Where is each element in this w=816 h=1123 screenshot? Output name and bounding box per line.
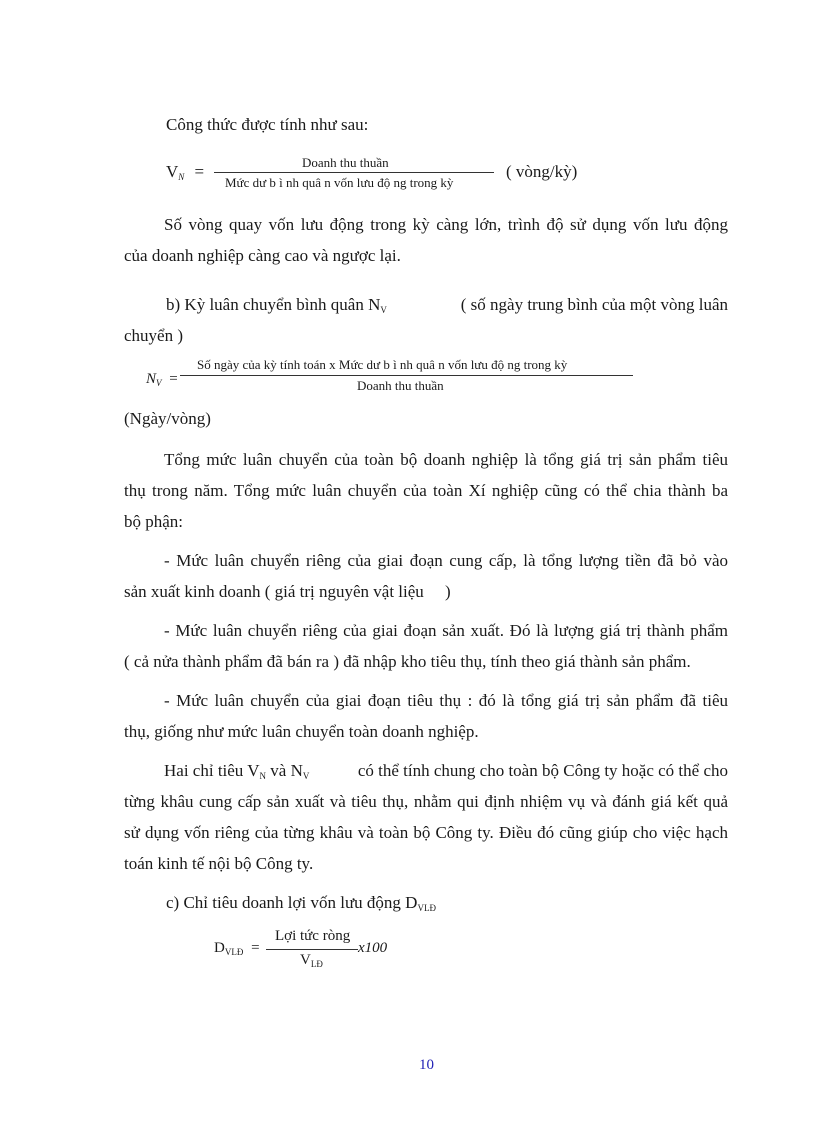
paragraph-1-line-2: của doanh nghiệp càng cao và ngược lại. <box>124 246 401 265</box>
formula-vn-equals: = <box>194 162 205 181</box>
formula-vn-lhs-symbol: V <box>166 162 179 181</box>
bullet-1-line-2: sản xuất kinh doanh ( giá trị nguyên vật liệu ) <box>124 582 451 601</box>
section-b-note: ( số ngày trung bình của một vòng luân <box>460 295 728 314</box>
formula-vn-denominator: Mức dư b ì nh quâ n vốn lưu độ ng trong kỳ <box>225 175 454 190</box>
formula-nv-fraction-bar <box>180 375 633 376</box>
section-b-heading-line-2: chuyển ) <box>124 326 184 345</box>
formula-d-lhs-symbol: D <box>214 940 225 956</box>
formula-d-lhs <box>214 940 260 957</box>
paragraph-3-line-1-end: có thể tính chung cho toàn bộ Công ty hoặc có thể cho <box>357 761 728 780</box>
section-c-title-text: c) Chỉ tiêu doanh lợi vốn lưu động D <box>166 893 418 912</box>
formula-nv-lhs-symbol: N <box>146 371 157 387</box>
formula-nv-lhs-sub: V <box>156 378 162 388</box>
paragraph-3-sub-n: N <box>259 771 267 781</box>
bullet-2-line-1: - Mức luân chuyển riêng của giai đoạn sản xuất. Đó là lượng giá trị thành phẩm <box>164 621 728 640</box>
formula-d-denominator-symbol: V <box>300 952 311 968</box>
paragraph-3-sub-v: V <box>302 771 310 781</box>
formula-nv-equals: = <box>169 371 178 387</box>
paragraph-2-line-3: bộ phận: <box>124 512 184 531</box>
formula-d-fraction-bar <box>266 949 358 950</box>
formula-vn-numerator: Doanh thu thuần <box>302 155 389 170</box>
formula-intro: Công thức được tính như sau: <box>166 115 369 134</box>
paragraph-3-line-3: sử dụng vốn riêng của từng khâu và toàn bộ Công ty. Điều đó cũng giúp cho việc hạch <box>124 823 728 842</box>
formula-vn-unit: ( vòng/kỳ) <box>506 162 578 181</box>
formula-d-denominator <box>300 952 323 969</box>
paragraph-2-line-2: thụ trong năm. Tổng mức luân chuyển của toàn Xí nghiệp cũng có thể chia thành ba <box>124 481 728 500</box>
section-c-heading <box>166 887 436 924</box>
bullet-1-line-1: - Mức luân chuyển riêng của giai đoạn cung cấp, là tổng lượng tiền đã bỏ vào <box>164 551 728 570</box>
formula-vn-lhs <box>166 156 204 193</box>
formula-d-lhs-sub: VLĐ <box>224 947 244 957</box>
formula-vn-fraction-bar <box>214 172 494 173</box>
paragraph-1-line-1: Số vòng quay vốn lưu động trong kỳ càng lớn, trình độ sử dụng vốn lưu động <box>164 215 728 234</box>
section-b-heading-line-1 <box>166 289 728 326</box>
formula-nv-lhs <box>146 364 178 399</box>
page-number: 10 <box>419 1057 434 1073</box>
formula-d-numerator: Lợi tức ròng <box>275 928 351 944</box>
formula-d-equals: = <box>251 940 260 956</box>
paragraph-3-line-2: từng khâu cung cấp sản xuất và tiêu thụ, nhằm qui định nhiệm vụ và đánh giá kết quả <box>124 792 728 811</box>
paragraph-3-line-4: toán kinh tế nội bộ Công ty. <box>124 854 314 873</box>
formula-d-denominator-sub: LĐ <box>310 959 323 969</box>
formula-nv-denominator: Doanh thu thuần <box>357 378 444 393</box>
section-b-title-text: b) Kỳ luân chuyển bình quân N <box>166 295 381 314</box>
section-c-title-sub: VLĐ <box>417 903 436 913</box>
bullet-3-line-1: - Mức luân chuyển của giai đoạn tiêu thụ : đó là tổng giá trị sản phẩm đã tiêu <box>164 691 728 710</box>
paragraph-2-line-1: Tổng mức luân chuyển của toàn bộ doanh nghiệp là tổng giá trị sản phẩm tiêu <box>164 450 728 469</box>
formula-nv-numerator: Số ngày của kỳ tính toán x Mức dư b ì nh quâ n vốn lưu độ ng trong kỳ <box>197 357 568 372</box>
bullet-2-line-2: ( cả nửa thành phẩm đã bán ra ) đã nhập kho tiêu thụ, tính theo giá thành sản phẩm. <box>124 652 691 671</box>
formula-nv-unit: (Ngày/vòng) <box>124 409 211 428</box>
paragraph-3-text-a: Hai chỉ tiêu V <box>164 761 260 780</box>
formula-d-multiplier: x100 <box>358 940 388 956</box>
bullet-3-line-2: thụ, giống như mức luân chuyển toàn doanh nghiệp. <box>124 722 479 741</box>
section-b-title-sub: V <box>380 305 387 315</box>
formula-vn-lhs-sub: N <box>178 172 185 182</box>
paragraph-3-text-b: và N <box>266 761 303 780</box>
section-b-title <box>166 289 387 326</box>
